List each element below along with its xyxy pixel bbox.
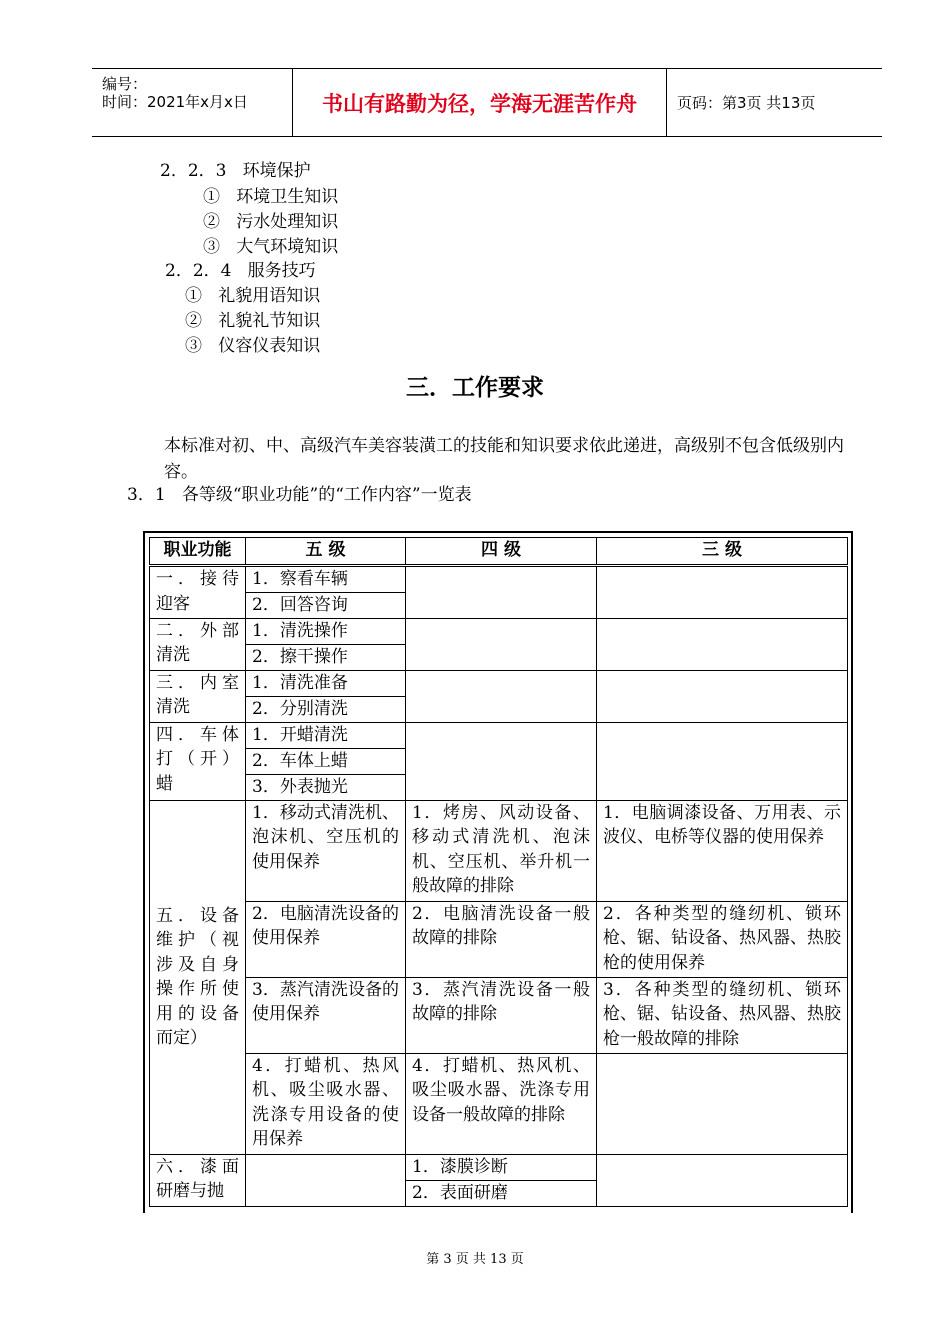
content-cell: 3．各种类型的缝纫机、锁环枪、锯、钻设备、热风器、热胶枪一般故障的排除 <box>597 977 848 1053</box>
content-cell: 3．外表抛光 <box>246 774 406 800</box>
empty-cell <box>597 722 848 800</box>
content-cell: 2．分别清洗 <box>246 696 406 722</box>
table-row <box>150 566 848 593</box>
empty-cell <box>597 618 848 670</box>
empty-cell <box>246 1154 406 1206</box>
outline-item-2-2-4: 2．2．4 服务技巧 <box>165 261 316 281</box>
table-row <box>150 618 848 644</box>
section-title: 三．工作要求 <box>406 375 544 401</box>
intro-paragraph-text: 本标准对初、中、高级汽车美容装潢工的技能和知识要求依此递进，高级别不包含低级别内容。 <box>164 436 844 482</box>
content-cell: 2．车体上蜡 <box>246 748 406 774</box>
header-cell: 三 级 <box>597 538 848 566</box>
table-row <box>150 800 848 901</box>
table-row <box>150 977 848 1053</box>
number-label: 编号： <box>102 75 148 93</box>
content-cell: 2．各种类型的缝纫机、锁环枪、锯、钻设备、热风器、热胶枪的使用保养 <box>597 901 848 977</box>
outline-subitem: ③ 大气环境知识 <box>203 237 339 257</box>
header-cell: 五 级 <box>246 538 406 566</box>
content-cell: 2．表面研磨 <box>406 1180 597 1206</box>
empty-cell <box>597 1053 848 1154</box>
content-cell: 2．电脑清洗设备一般故障的排除 <box>406 901 597 977</box>
function-cell: 一．接待迎客 <box>150 566 246 619</box>
content-cell: 1．移动式清洗机、泡沫机、空压机的使用保养 <box>246 800 406 901</box>
content-cell: 3．蒸汽清洗设备一般故障的排除 <box>406 977 597 1053</box>
empty-cell <box>406 722 597 800</box>
content-cell: 1．漆膜诊断 <box>406 1154 597 1180</box>
table-caption: 3．1 各等级“职业功能”的“工作内容”一览表 <box>127 485 472 505</box>
empty-cell <box>597 1154 848 1206</box>
empty-cell <box>406 670 597 722</box>
content-cell: 1．清洗操作 <box>246 618 406 644</box>
outline-subitem: ③ 仪容仪表知识 <box>185 336 321 356</box>
content-cell: 4．打蜡机、热风机、吸尘吸水器、洗涤专用设备的使用保养 <box>246 1053 406 1154</box>
page-footer: 第 3 页 共 13 页 <box>426 1252 524 1267</box>
content-cell: 1．电脑调漆设备、万用表、示波仪、电桥等仪器的使用保养 <box>597 800 848 901</box>
intro-paragraph <box>127 433 860 485</box>
empty-cell <box>406 566 597 619</box>
table-row <box>150 1154 848 1180</box>
function-cell: 三．内室清洗 <box>150 670 246 722</box>
outline-subitem: ② 污水处理知识 <box>203 212 339 232</box>
empty-cell <box>597 566 848 619</box>
requirements-table <box>149 537 848 1207</box>
content-cell: 2．回答咨询 <box>246 592 406 618</box>
outline-item-2-2-3: 2．2．3 环境保护 <box>160 161 311 181</box>
page-header <box>92 68 882 137</box>
table-row <box>150 1053 848 1154</box>
function-cell: 二．外部清洗 <box>150 618 246 670</box>
function-cell: 四．车体打（开）蜡 <box>150 722 246 800</box>
content-cell: 1．烤房、风动设备、移动式清洗机、泡沫机、空压机、举升机一般故障的排除 <box>406 800 597 901</box>
content-cell: 1．清洗准备 <box>246 670 406 696</box>
header-page-info: 页码：第3页 共13页 <box>677 94 816 112</box>
function-cell: 五．设备维护（视涉及自身操作所使用的设备而定） <box>150 800 246 1154</box>
header-cell: 职业功能 <box>150 538 246 566</box>
outline-subitem: ① 环境卫生知识 <box>203 187 339 207</box>
time-label: 时间：2021年x月x日 <box>102 93 248 111</box>
header-cell: 四 级 <box>406 538 597 566</box>
content-cell: 2．擦干操作 <box>246 644 406 670</box>
table-header-row <box>150 538 848 566</box>
header-motto: 书山有路勤为径，学海无涯苦作舟 <box>293 69 667 136</box>
function-cell: 六．漆面研磨与抛 <box>150 1154 246 1206</box>
header-meta <box>92 69 293 136</box>
content-cell: 4．打蜡机、热风机、吸尘吸水器、洗涤专用设备一般故障的排除 <box>406 1053 597 1154</box>
content-cell: 1．开蜡清洗 <box>246 722 406 748</box>
table-row <box>150 901 848 977</box>
empty-cell <box>406 618 597 670</box>
table-row <box>150 722 848 748</box>
outline-subitem: ① 礼貌用语知识 <box>185 286 321 306</box>
content-cell: 1．察看车辆 <box>246 566 406 593</box>
outline-subitem: ② 礼貌礼节知识 <box>185 311 321 331</box>
content-cell: 2．电脑清洗设备的使用保养 <box>246 901 406 977</box>
empty-cell <box>597 670 848 722</box>
content-cell: 3．蒸汽清洗设备的使用保养 <box>246 977 406 1053</box>
table-row <box>150 670 848 696</box>
